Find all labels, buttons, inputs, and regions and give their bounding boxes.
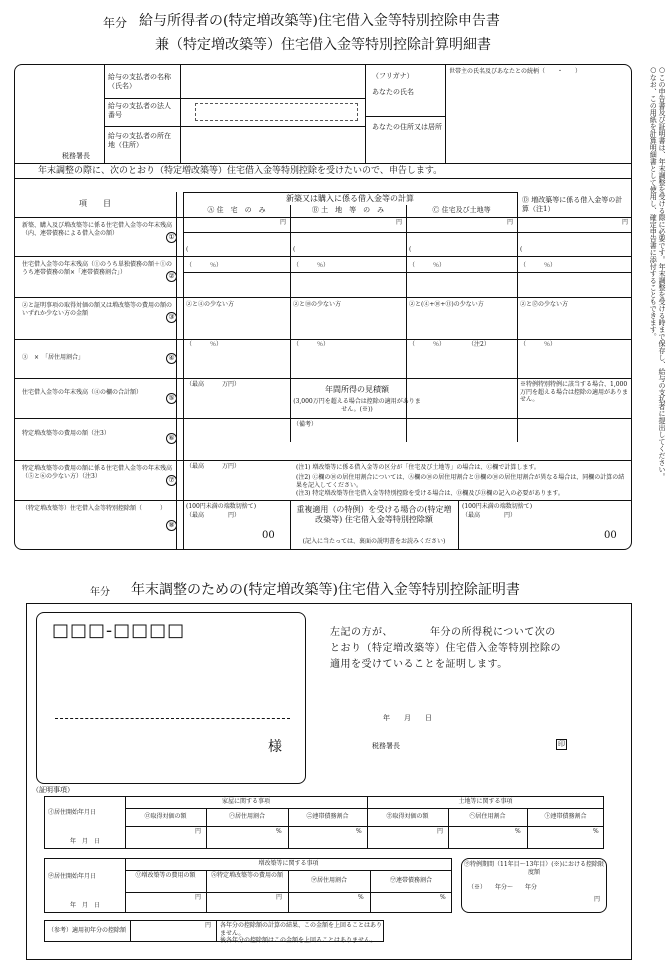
title-line1: 給与所得者の(特定増改築等)住宅借入金等特別控除申告書 bbox=[139, 13, 500, 29]
double-note: (記入に当たっては、裏面の説明書をお読みください) bbox=[302, 538, 446, 545]
cert-statement-1: 左記の方が、 年分の所得税について次の bbox=[330, 627, 556, 638]
reno-cost-yen: 円 bbox=[195, 894, 202, 901]
special-reno-cost-label: ㋸特定増改築等の費用の額 bbox=[210, 872, 283, 879]
tax-office-label: 税務署長 bbox=[62, 152, 90, 160]
r7-max: （最高 万円） bbox=[186, 463, 241, 470]
reference-yen: 円 bbox=[205, 922, 212, 929]
land-use-ratio-label: ㋬居住用割合 bbox=[469, 813, 506, 820]
r8-max-2: （最高 円） bbox=[462, 512, 517, 519]
note-2: (注2) Ⓒ欄の⑩の居住用割合については、Ⓐ欄の⑩の居住用割合と⑪欄の⑩の居住用割合が異なる場合は、同欄の計算の結果を記入してください。 bbox=[296, 474, 625, 489]
intro-text: 年末調整の際に、次のとおり（特定増改築等）住宅借入金等特別控除を受けたいので、申告します。 bbox=[38, 166, 443, 176]
note-3: (注3) 特定増改築等住宅借入金等特別控除を受ける場合は、Ⓓ欄及びⒹ欄の記入の必要があります。 bbox=[296, 490, 564, 497]
postal-code: □□□-□□□□ bbox=[52, 620, 186, 641]
item-header: 項 目 bbox=[79, 199, 111, 208]
r3b-less: ②と⑩の少ない方 bbox=[293, 301, 342, 308]
r2b-pct: （ ％） bbox=[293, 262, 330, 269]
r1c-yen: 円 bbox=[507, 219, 514, 226]
cert-items-label: （証明事項） bbox=[32, 786, 74, 794]
r4c-note2: （注2） bbox=[468, 341, 490, 348]
land-cost-yen: 円 bbox=[437, 828, 444, 835]
reno-joint-pct: % bbox=[440, 894, 446, 901]
reno-header: 増改築等に関する事項 bbox=[258, 860, 319, 867]
special-reno-cost-yen: 円 bbox=[276, 894, 283, 901]
income-note: (3,000万円を超える場合は控除の適用がありません。(※)) bbox=[293, 398, 421, 413]
calc-header: 新築又は購入に係る借入金等の計算 bbox=[286, 194, 414, 203]
col-a-header: Ⓐ 住 宅 の み bbox=[207, 206, 266, 214]
r4a-pct: （ ％） bbox=[186, 341, 223, 348]
r8-zero-2: 00 bbox=[604, 530, 617, 541]
r8-max: （最高 円） bbox=[186, 512, 241, 519]
r3d-less: ②と⑰の少ない方 bbox=[520, 301, 569, 308]
seal-mark: 印 bbox=[558, 740, 565, 748]
payer-name-field[interactable] bbox=[182, 66, 362, 96]
double-apply-label: 重複適用（の特例）を受ける場合の(特定増改築等) 住宅借入金等特別控除額 bbox=[296, 505, 452, 525]
row-6-number: ⑥ bbox=[166, 433, 177, 444]
payer-address-label: 給与の支払者の所在地（住所） bbox=[108, 132, 171, 150]
row-4-label: ③ × 「居住用割合」 bbox=[22, 354, 85, 361]
col-b-header: Ⓑ 土 地 等 の み bbox=[311, 206, 385, 214]
reference-note: 各年分の控除額の計算の結果、この金額を上回ることはありません。 後各年分の控除額はこの金額を上回ることはありません。 bbox=[220, 922, 383, 944]
move-in-date-label: ㋑居住開始年月日 bbox=[48, 809, 97, 816]
house-joint-ratio-label: ㋥連帯債務割合 bbox=[306, 813, 349, 820]
special-period-yen: 円 bbox=[594, 896, 601, 903]
col-c-header: Ⓒ 住宅及び土地等 bbox=[432, 206, 491, 214]
your-address-field[interactable] bbox=[447, 118, 627, 161]
cert-title: 年末調整のための(特定増改築等)住宅借入金等特別控除証明書 bbox=[131, 582, 520, 598]
row-8-number: ⑧ bbox=[166, 520, 177, 531]
r2d-pct: （ ％） bbox=[520, 262, 557, 269]
r4d-pct: （ ％） bbox=[520, 341, 557, 348]
reno-use-ratio-label: ㋾居住用割合 bbox=[310, 877, 347, 884]
reference-label: （参考）適用初年分の控除額 bbox=[48, 927, 127, 934]
row-3-label: ②と証明事項の取得対価の額又は増改築等の費用の額のいずれか少ない方の金額 bbox=[22, 302, 173, 317]
r3a-less: ②と④の少ない方 bbox=[186, 301, 235, 308]
row-1-number: ① bbox=[166, 232, 177, 243]
special-period-label: ㋶特例期間（11年目～13年目）(※)における控除限度額 bbox=[464, 861, 604, 876]
house-cost-yen: 円 bbox=[195, 828, 202, 835]
corporate-number-field[interactable] bbox=[195, 103, 358, 121]
reno-joint-ratio-label: ㋻連帯債務割合 bbox=[389, 877, 432, 884]
your-name-label: あなたの氏名 bbox=[372, 88, 414, 96]
your-address-label: あなたの住所又は居所 bbox=[372, 123, 442, 131]
land-cost-label: ㋭取得対価の額 bbox=[386, 813, 429, 820]
move-in-date-2-label: ㋠居住開始年月日 bbox=[48, 873, 97, 880]
land-joint-ratio-label: ㋣連帯債務割合 bbox=[544, 813, 587, 820]
row-7-number: ⑦ bbox=[166, 475, 177, 486]
house-header: 家屋に関する事項 bbox=[221, 798, 270, 805]
note-1: (注1) 増改築等に係る借入金等の区分が「住宅及び土地等」の場合は、Ⓒ欄で計算します。 bbox=[296, 464, 540, 471]
r8-zero: 00 bbox=[262, 530, 275, 541]
special-note: ※特例特別特例に該当する場合、1,000万円を超える場合は控除の適用がありません。 bbox=[520, 381, 629, 403]
land-use-pct: % bbox=[515, 828, 521, 835]
row-8-label: （特定増改築等）住宅借入金等特別控除額（ ） bbox=[22, 505, 167, 512]
cert-office: 税務署長 bbox=[372, 742, 400, 750]
cert-date: 年 月 日 bbox=[383, 714, 432, 722]
r1a-yen: 円 bbox=[280, 219, 287, 226]
relation-label: 世帯主の氏名及びあなたとの続柄（ ・ ） bbox=[449, 68, 582, 75]
r5-max: （最高 万円） bbox=[186, 381, 241, 388]
row-6-label: 特定増改築等の費用の額（注3） bbox=[22, 430, 110, 437]
r2c-pct: （ ％） bbox=[409, 262, 446, 269]
land-header: 土地等に関する事項 bbox=[458, 798, 513, 805]
payer-name-label: 給与の支払者の名称（氏名） bbox=[108, 73, 171, 91]
move-in-date-ymd: 年 月 日 bbox=[70, 838, 101, 845]
side-note: ○この申告書及び証明書は、年末調整を受ける際に必要です。年末調整を受ける時まで保存し、給与の支払者に提出してください。 ○なお、この用紙を計算明細書として使用し、確定申告書に添付することもできます。 bbox=[649, 66, 666, 480]
title-line2: 兼（特定増改築等）住宅借入金等特別控除計算明細書 bbox=[155, 37, 491, 53]
r1b-yen: 円 bbox=[396, 219, 403, 226]
r1d-paren: ( bbox=[520, 246, 523, 253]
house-cost-label: ㋺取得対価の額 bbox=[144, 813, 187, 820]
period-range: （※） 年分～ 年分 bbox=[468, 884, 538, 891]
r8-limit-note-2: (100円未満の端数切捨て) bbox=[462, 503, 533, 510]
col-d-header: Ⓓ 増改築等に係る借入金等の計算（注1） bbox=[522, 196, 623, 214]
r3c-less: ②と(④+⑩+⑪)の少ない方 bbox=[409, 301, 484, 308]
cert-statement-3: 適用を受けていることを証明します。 bbox=[330, 659, 508, 670]
remarks-label: （備考） bbox=[293, 421, 318, 428]
r1c-paren: ( bbox=[409, 246, 412, 253]
row-7-label: 特定増改築等の費用の額に係る住宅借入金等の年末残高（⑤と⑥の少ない方）（注3） bbox=[22, 465, 173, 480]
row-2-number: ② bbox=[166, 271, 177, 282]
r1d-yen: 円 bbox=[622, 219, 629, 226]
payer-number-label: 給与の支払者の法人番号 bbox=[108, 102, 171, 120]
income-estimate-label: 年間所得の見積額 bbox=[325, 385, 389, 394]
r4b-pct: （ ％） bbox=[293, 341, 330, 348]
r4c-pct: （ ％） bbox=[409, 341, 446, 348]
r2a-pct: （ ％） bbox=[186, 262, 223, 269]
row-5-label: 住宅借入金等の年末残高（④の欄の合計額） bbox=[22, 389, 143, 396]
cert-title-year: 年分 bbox=[90, 587, 110, 598]
honorific: 様 bbox=[268, 739, 282, 755]
move-in-date-2-ymd: 年 月 日 bbox=[70, 902, 101, 909]
payer-address-field[interactable] bbox=[182, 128, 362, 161]
house-joint-pct: % bbox=[356, 828, 362, 835]
r1a-paren: ( bbox=[186, 246, 189, 253]
reno-use-pct: % bbox=[358, 894, 364, 901]
row-4-number: ④ bbox=[166, 353, 177, 364]
reno-cost-label: ㋷増改築等の費用の額 bbox=[135, 872, 196, 879]
title-year: 年分 bbox=[103, 16, 128, 30]
your-name-field[interactable] bbox=[447, 78, 627, 114]
house-use-pct: % bbox=[276, 828, 282, 835]
house-use-ratio-label: ㋩居住用割合 bbox=[228, 813, 265, 820]
row-5-number: ⑤ bbox=[166, 393, 177, 404]
row-3-number: ③ bbox=[166, 312, 177, 323]
furigana-label: （フリガナ） bbox=[372, 72, 414, 80]
r1b-paren: ( bbox=[293, 246, 296, 253]
row-2-label: 住宅借入金等の年末残高（①のうち単独債務の額＋①のうち連帯債務の額×「連帯債務割合」） bbox=[22, 261, 173, 276]
land-joint-pct: % bbox=[593, 828, 599, 835]
row-1-label: 新築、購入及び増改築等に係る住宅借入金等の年末残高（内、連帯債務による借入金の額） bbox=[22, 222, 173, 237]
r8-limit-note: (100円未満の端数切捨て) bbox=[186, 503, 257, 510]
cert-statement-2: とおり（特定増改築等）住宅借入金等特別控除の bbox=[330, 643, 561, 654]
